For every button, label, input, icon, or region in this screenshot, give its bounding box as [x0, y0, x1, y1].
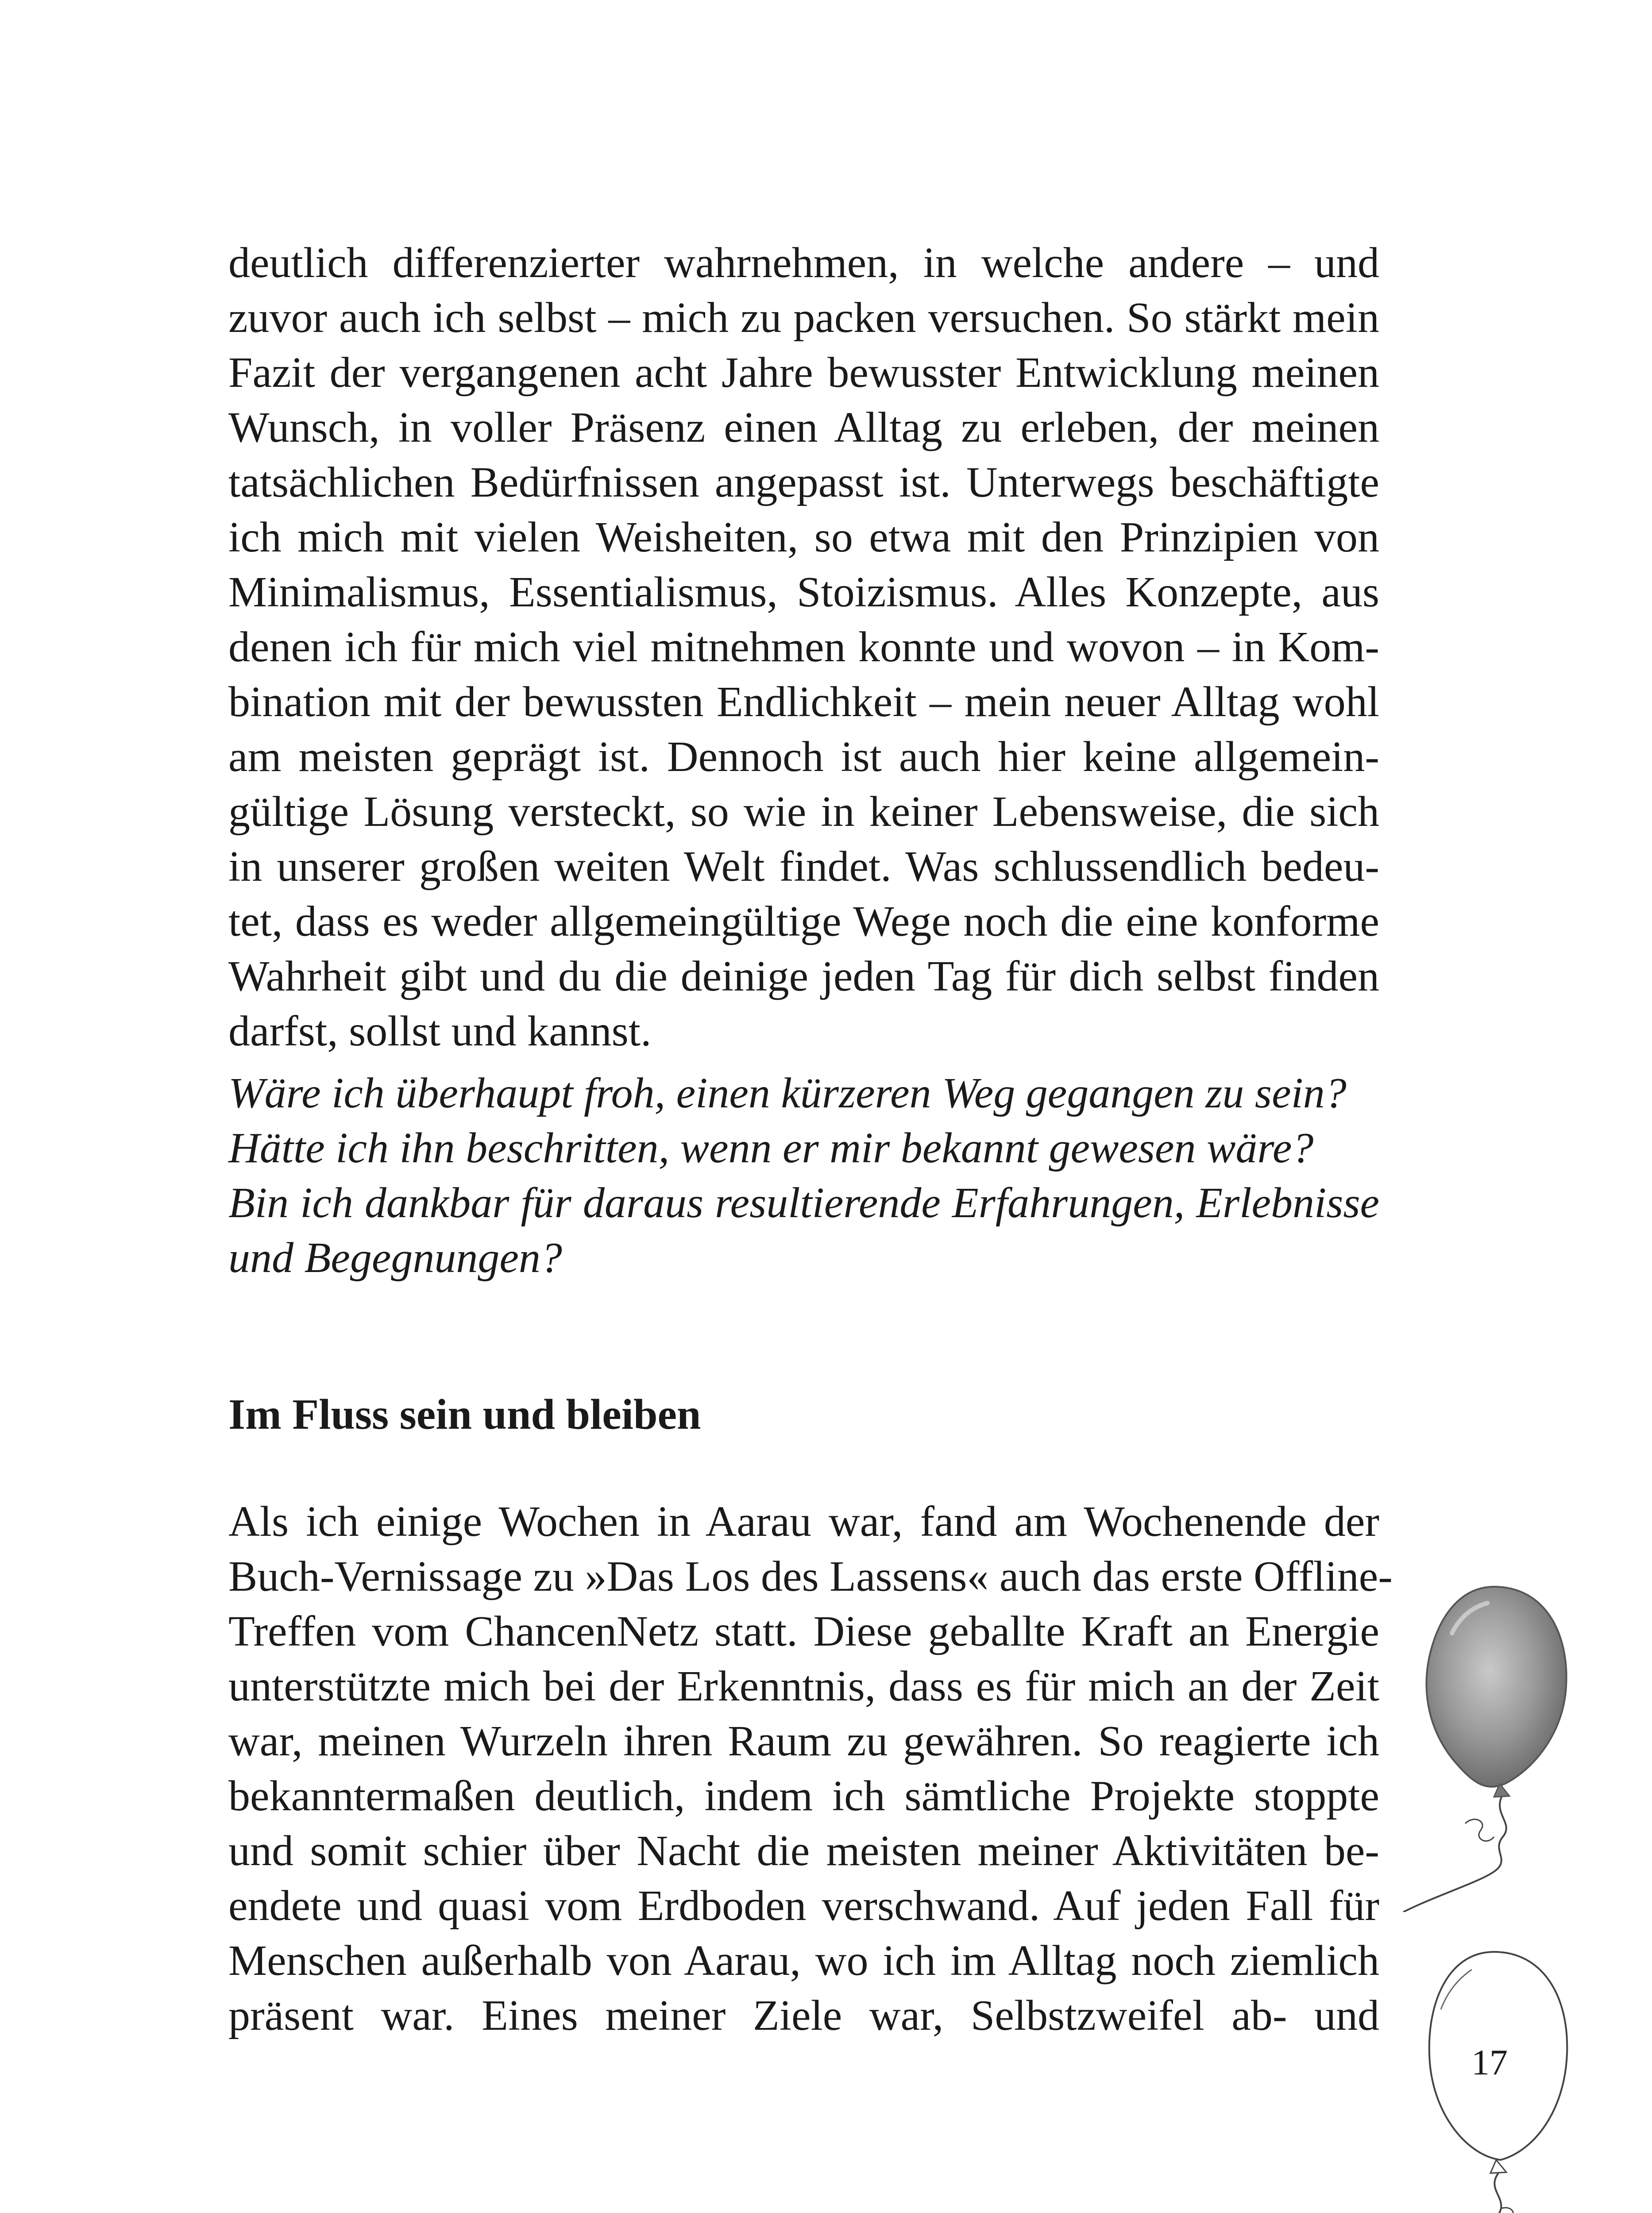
paragraph-line: Wahrheit gibt und du die deinige jeden Tag für dich selbst finden: [228, 952, 1379, 1000]
paragraph-line: Buch-Vernissage zu »Das Los des Lassens« auch das erste Offline-: [228, 1553, 1393, 1600]
paragraph-line: zuvor auch ich selbst – mich zu packen versuchen. So stärkt mein: [228, 294, 1379, 342]
question-line: Bin ich dankbar für daraus resultierende Erfahrungen, Erlebnisse: [228, 1179, 1379, 1227]
paragraph-line: bekanntermaßen deutlich, indem ich sämtliche Projekte stoppte: [228, 1772, 1379, 1820]
paragraph-2: [228, 1494, 1393, 2043]
paragraph-line: endete und quasi vom Erdboden verschwand. Auf jeden Fall für: [228, 1882, 1379, 1930]
paragraph-line: Minimalismus, Essentialismus, Stoizismus. Alles Konzepte, aus: [228, 568, 1379, 616]
paragraph-line: präsent war. Eines meiner Ziele war, Selbstzweifel ab- und: [228, 1992, 1379, 2040]
paragraph-line: unterstützte mich bei der Erkenntnis, dass es für mich an der Zeit: [228, 1662, 1379, 1710]
paragraph-line: am meisten geprägt ist. Dennoch ist auch hier keine allgemein-: [228, 733, 1379, 781]
paragraph-line: Fazit der vergangenen acht Jahre bewusster Entwicklung meinen: [228, 349, 1379, 397]
section-heading: Im Fluss sein und bleiben: [228, 1391, 701, 1438]
question-line: Wäre ich überhaupt froh, einen kürzeren Weg gegangen zu sein?: [228, 1069, 1347, 1117]
paragraph-line: in unserer großen weiten Welt findet. Was schlussendlich bedeu-: [228, 843, 1379, 891]
paragraph-1: [228, 235, 1379, 1059]
question-line: Hätte ich ihn beschritten, wenn er mir bekannt gewesen wäre?: [228, 1124, 1314, 1172]
paragraph-line: war, meinen Wurzeln ihren Raum zu gewähren. So reagierte ich: [228, 1717, 1379, 1765]
paragraph-line: Treffen vom ChancenNetz statt. Diese geballte Kraft an Energie: [228, 1608, 1379, 1655]
paragraph-line: Wunsch, in voller Präsenz einen Alltag zu erleben, der meinen: [228, 404, 1379, 451]
reflection-questions: [228, 1066, 1379, 1285]
paragraph-line: tatsächlichen Bedürfnissen angepasst ist. Unterwegs beschäftigte: [228, 459, 1379, 506]
paragraph-line: deutlich differenzierter wahrnehmen, in welche andere – und: [228, 239, 1379, 287]
paragraph-line: Menschen außerhalb von Aarau, wo ich im Alltag noch ziemlich: [228, 1937, 1379, 1985]
shaded-balloon-illustration: [1399, 1576, 1585, 1912]
paragraph-line: Als ich einige Wochen in Aarau war, fand am Wochenende der: [228, 1498, 1379, 1546]
paragraph-line: ich mich mit vielen Weisheiten, so etwa mit den Prinzipien von: [228, 513, 1379, 561]
paragraph-line: bination mit der bewussten Endlichkeit – mein neuer Alltag wohl: [228, 678, 1379, 726]
paragraph-line: denen ich für mich viel mitnehmen konnte und wovon – in Kom-: [228, 623, 1379, 671]
paragraph-line: gültige Lösung versteckt, so wie in keiner Lebensweise, die sich: [228, 788, 1379, 836]
page-number: 17: [1471, 2042, 1508, 2082]
question-line: und Begegnungen?: [228, 1234, 562, 1282]
paragraph-line: und somit schier über Nacht die meisten meiner Aktivitäten be-: [228, 1827, 1379, 1875]
paragraph-line: tet, dass es weder allgemeingültige Wege noch die eine konforme: [228, 898, 1379, 945]
paragraph-line: darfst, sollst und kannst.: [228, 1007, 652, 1055]
